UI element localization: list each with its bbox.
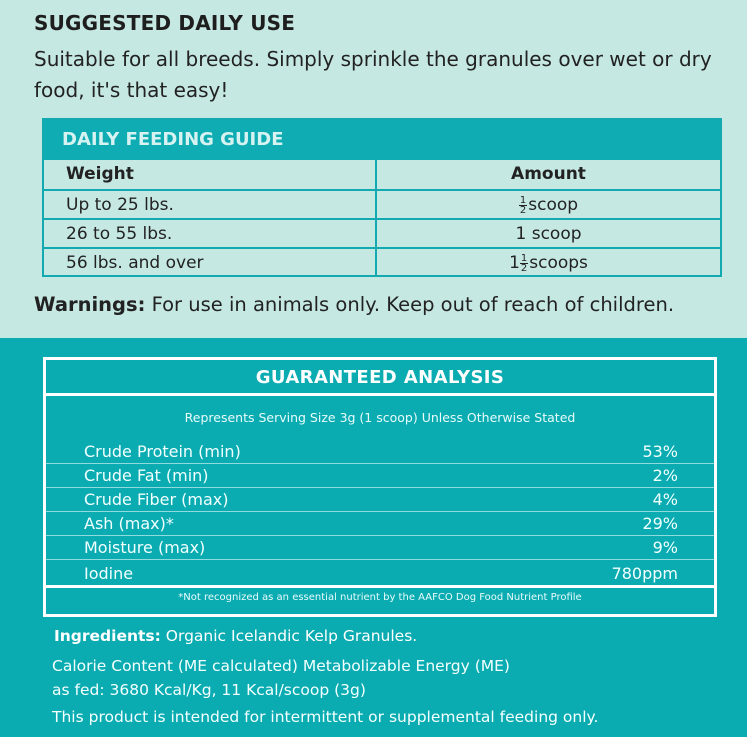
amount-cell (377, 191, 720, 218)
nutrient-name: Ash (max)* (84, 514, 174, 533)
analysis-row (46, 536, 714, 560)
nutrient-name: Crude Protein (min) (84, 442, 241, 461)
usage-description: Suitable for all breeds. Simply sprinkle the granules over wet or dry food, it's that easy! (34, 47, 712, 102)
amount-cell (377, 220, 720, 247)
nutrient-name: Moisture (max) (84, 538, 206, 557)
guaranteed-analysis-box (43, 357, 717, 617)
amount-unit: scoop (528, 195, 579, 215)
nutrient-name: Crude Fiber (max) (84, 490, 229, 509)
nutrient-value: 2% (652, 466, 678, 485)
nutrient-value: 29% (642, 514, 678, 533)
fraction-denominator: 2 (520, 262, 528, 274)
ingredients (54, 627, 417, 645)
analysis-row (46, 488, 714, 512)
feeding-note: This product is intended for intermittent or supplemental feeding only. (52, 708, 599, 726)
table-row (44, 218, 720, 247)
analysis-footnote: *Not recognized as an essential nutrient by the AAFCO Dog Food Nutrient Profile (178, 592, 582, 603)
fraction-numerator: 1 (519, 194, 527, 206)
column-header-weight: Weight (44, 160, 377, 189)
guaranteed-analysis-subtitle: Represents Serving Size 3g (1 scoop) Unless Otherwise Stated (184, 410, 576, 425)
guaranteed-analysis-title: GUARANTEED ANALYSIS (46, 360, 714, 396)
nutrient-value: 53% (642, 442, 678, 461)
analysis-section (0, 338, 747, 737)
nutrient-name: Crude Fat (min) (84, 466, 209, 485)
feeding-guide-title: DAILY FEEDING GUIDE (44, 120, 720, 160)
amount-cell (377, 249, 720, 276)
amount-unit: scoops (529, 253, 588, 273)
fraction (519, 196, 527, 215)
nutrient-value: 9% (652, 538, 678, 557)
weight-cell: 26 to 55 lbs. (44, 220, 377, 247)
analysis-row (46, 512, 714, 536)
weight-cell: 56 lbs. and over (44, 249, 377, 276)
usage-title: SUGGESTED DAILY USE (34, 11, 296, 35)
warnings (34, 293, 674, 316)
calorie-line-2: as fed: 3680 Kcal/Kg, 11 Kcal/scoop (3g) (52, 681, 366, 699)
nutrient-name: Iodine (84, 564, 134, 583)
column-header-amount: Amount (511, 164, 586, 184)
calorie-content (52, 654, 510, 702)
ingredients-label: Ingredients: (54, 627, 161, 645)
warnings-label: Warnings: (34, 293, 146, 316)
table-row (44, 189, 720, 218)
analysis-row (46, 464, 714, 488)
amount-whole: 1 (509, 253, 520, 273)
nutrient-value: 780ppm (611, 564, 678, 583)
calorie-line-1: Calorie Content (ME calculated) Metabolizable Energy (ME) (52, 657, 510, 675)
fraction (520, 254, 528, 273)
ingredients-text: Organic Icelandic Kelp Granules. (165, 627, 418, 645)
amount-whole: 1 (515, 224, 527, 244)
nutrient-value: 4% (652, 490, 678, 509)
analysis-row (46, 560, 714, 588)
warnings-text: For use in animals only. Keep out of reach of children. (151, 293, 675, 316)
fraction-denominator: 2 (519, 204, 527, 216)
weight-cell: Up to 25 lbs. (44, 191, 377, 218)
amount-unit: scoop (531, 224, 582, 244)
analysis-row (46, 440, 714, 464)
usage-section (0, 0, 747, 338)
fraction-numerator: 1 (520, 252, 528, 264)
feeding-guide-table (42, 118, 722, 277)
feeding-guide-header-row (44, 160, 720, 189)
table-row (44, 247, 720, 276)
